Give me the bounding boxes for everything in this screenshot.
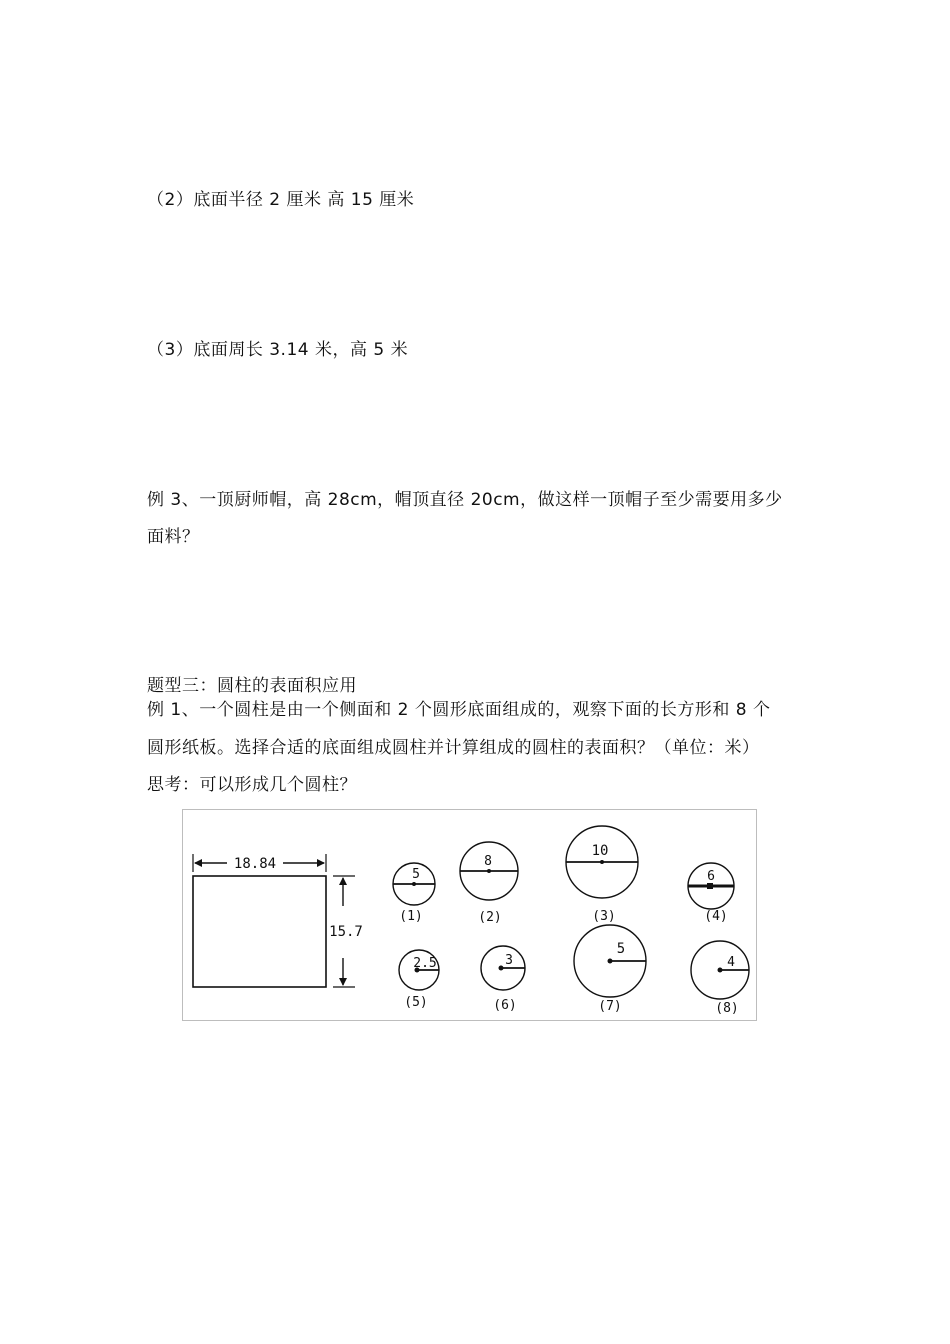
circle-1 <box>393 863 435 924</box>
circle-5 <box>399 950 439 1010</box>
example-1-line-1: 例 1、一个圆柱是由一个侧面和 2 个圆形底面组成的，观察下面的长方形和 8 个 <box>147 700 771 720</box>
circle-8-value: 4 <box>727 955 735 970</box>
circle-3-value: 10 <box>591 843 609 859</box>
circle-6 <box>481 946 525 1013</box>
circle-2 <box>460 842 518 925</box>
think-prompt: 思考：可以形成几个圆柱？ <box>147 775 357 795</box>
circle-5-caption: (5) <box>404 995 428 1010</box>
rect-height-label: 15.7 <box>329 924 363 940</box>
circle-4 <box>688 863 734 924</box>
circle-2-caption: (2) <box>478 910 502 925</box>
circle-7-value: 5 <box>616 941 626 957</box>
circle-3-caption: (3) <box>592 909 616 924</box>
circle-1-caption: (1) <box>399 909 423 924</box>
circle-2-value: 8 <box>484 854 492 869</box>
circle-8 <box>691 941 749 1016</box>
circle-4-caption: (4) <box>704 909 728 924</box>
circle-6-value: 3 <box>505 953 513 968</box>
circle-8-caption: (8) <box>715 1001 739 1016</box>
circle-7-caption: (7) <box>598 999 622 1014</box>
circle-6-caption: (6) <box>493 998 517 1013</box>
section-title-type-3: 题型三：圆柱的表面积应用 <box>147 676 357 696</box>
lateral-rectangle <box>193 876 326 987</box>
circle-3 <box>566 826 638 924</box>
rect-width-label: 18.84 <box>233 856 277 872</box>
example-3-line-2: 面料？ <box>147 527 200 547</box>
circle-1-value: 5 <box>412 867 420 882</box>
cylinder-parts-figure <box>182 809 757 1021</box>
figure-svg <box>183 810 758 1022</box>
circle-4-value: 6 <box>707 869 715 884</box>
circle-5-value: 2.5 <box>413 956 437 971</box>
question-2: （2）底面半径 2 厘米 高 15 厘米 <box>147 190 415 210</box>
question-3: （3）底面周长 3.14 米，高 5 米 <box>147 340 409 360</box>
example-3-line-1: 例 3、一顶厨师帽，高 28cm，帽顶直径 20cm，做这样一顶帽子至少需要用多少 <box>147 490 783 510</box>
example-1-line-2: 圆形纸板。选择合适的底面组成圆柱并计算组成的圆柱的表面积？（单位：米） <box>147 738 760 758</box>
circle-7 <box>574 925 646 1014</box>
